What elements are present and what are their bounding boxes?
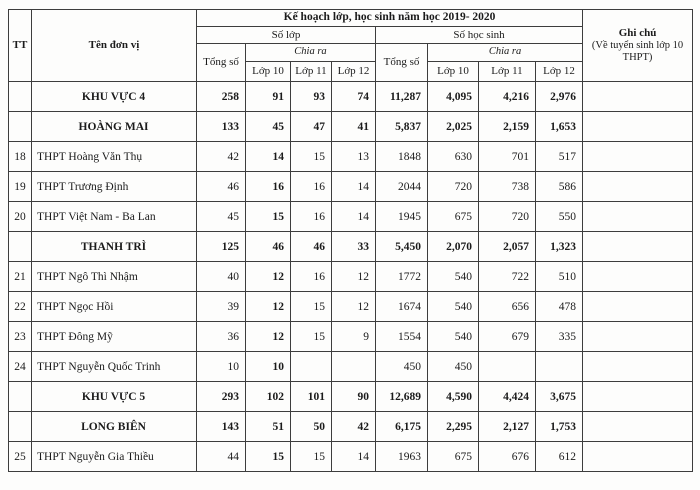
value-cell: 2,159 bbox=[479, 112, 536, 142]
unit-name-cell: THPT Nguyễn Quốc Trinh bbox=[32, 352, 197, 382]
value-cell: 16 bbox=[291, 262, 332, 292]
row-index-cell: 19 bbox=[9, 172, 32, 202]
value-cell: 738 bbox=[479, 172, 536, 202]
header-students-breakdown: Chia ra bbox=[428, 44, 583, 62]
value-cell: 93 bbox=[291, 82, 332, 112]
value-cell: 12 bbox=[332, 262, 376, 292]
value-cell: 550 bbox=[536, 202, 583, 232]
value-cell: 11,287 bbox=[376, 82, 428, 112]
note-cell bbox=[583, 322, 693, 352]
row-index-cell: 23 bbox=[9, 322, 32, 352]
value-cell: 143 bbox=[197, 412, 246, 442]
value-cell: 46 bbox=[197, 172, 246, 202]
note-cell bbox=[583, 142, 693, 172]
note-cell bbox=[583, 352, 693, 382]
header-classes-grade10: Lớp 10 bbox=[246, 62, 291, 82]
value-cell: 15 bbox=[291, 292, 332, 322]
summary-row bbox=[9, 82, 693, 112]
unit-name-cell: THPT Trương Định bbox=[32, 172, 197, 202]
value-cell: 16 bbox=[291, 202, 332, 232]
value-cell: 2,025 bbox=[428, 112, 479, 142]
value-cell: 51 bbox=[246, 412, 291, 442]
value-cell: 630 bbox=[428, 142, 479, 172]
value-cell: 1,323 bbox=[536, 232, 583, 262]
value-cell: 586 bbox=[536, 172, 583, 202]
value-cell: 133 bbox=[197, 112, 246, 142]
value-cell: 45 bbox=[246, 112, 291, 142]
value-cell bbox=[291, 352, 332, 382]
value-cell: 44 bbox=[197, 442, 246, 472]
value-cell: 46 bbox=[291, 232, 332, 262]
summary-row bbox=[9, 112, 693, 142]
header-note-title: Ghi chú bbox=[618, 26, 657, 39]
value-cell: 4,095 bbox=[428, 82, 479, 112]
value-cell: 16 bbox=[246, 172, 291, 202]
value-cell: 720 bbox=[428, 172, 479, 202]
school-row bbox=[9, 262, 693, 292]
value-cell: 102 bbox=[246, 382, 291, 412]
value-cell: 612 bbox=[536, 442, 583, 472]
header-students-grade12: Lớp 12 bbox=[536, 62, 583, 82]
value-cell: 40 bbox=[197, 262, 246, 292]
scanned-document-sheet bbox=[8, 9, 693, 472]
value-cell: 4,424 bbox=[479, 382, 536, 412]
unit-name-cell: THPT Việt Nam - Ba Lan bbox=[32, 202, 197, 232]
header-students-grade11: Lớp 11 bbox=[479, 62, 536, 82]
value-cell: 10 bbox=[246, 352, 291, 382]
value-cell: 14 bbox=[332, 172, 376, 202]
school-row bbox=[9, 442, 693, 472]
value-cell: 2044 bbox=[376, 172, 428, 202]
school-row bbox=[9, 322, 693, 352]
summary-row bbox=[9, 412, 693, 442]
table-header bbox=[9, 10, 693, 82]
value-cell: 675 bbox=[428, 202, 479, 232]
row-index-cell: 22 bbox=[9, 292, 32, 322]
value-cell: 720 bbox=[479, 202, 536, 232]
value-cell: 335 bbox=[536, 322, 583, 352]
value-cell: 510 bbox=[536, 262, 583, 292]
value-cell: 12 bbox=[246, 262, 291, 292]
value-cell: 42 bbox=[332, 412, 376, 442]
unit-name-cell: THPT Ngọc Hồi bbox=[32, 292, 197, 322]
value-cell: 15 bbox=[246, 202, 291, 232]
value-cell: 6,175 bbox=[376, 412, 428, 442]
row-index-cell bbox=[9, 112, 32, 142]
value-cell: 4,590 bbox=[428, 382, 479, 412]
value-cell: 2,057 bbox=[479, 232, 536, 262]
value-cell: 675 bbox=[428, 442, 479, 472]
header-unit-name: Tên đơn vị bbox=[32, 10, 197, 82]
value-cell bbox=[536, 352, 583, 382]
summary-row bbox=[9, 382, 693, 412]
value-cell: 540 bbox=[428, 322, 479, 352]
value-cell: 656 bbox=[479, 292, 536, 322]
value-cell: 1554 bbox=[376, 322, 428, 352]
value-cell: 2,295 bbox=[428, 412, 479, 442]
enrollment-plan-table bbox=[8, 9, 693, 472]
value-cell: 45 bbox=[197, 202, 246, 232]
value-cell: 1963 bbox=[376, 442, 428, 472]
note-cell bbox=[583, 382, 693, 412]
value-cell: 293 bbox=[197, 382, 246, 412]
value-cell: 36 bbox=[197, 322, 246, 352]
header-classes-breakdown: Chia ra bbox=[246, 44, 376, 62]
unit-name-cell: KHU VỰC 5 bbox=[32, 382, 197, 412]
value-cell: 50 bbox=[291, 412, 332, 442]
value-cell: 90 bbox=[332, 382, 376, 412]
value-cell: 1674 bbox=[376, 292, 428, 322]
row-index-cell bbox=[9, 232, 32, 262]
value-cell: 46 bbox=[246, 232, 291, 262]
header-classes-total: Tổng số bbox=[197, 44, 246, 82]
value-cell: 15 bbox=[246, 442, 291, 472]
value-cell: 12 bbox=[246, 322, 291, 352]
value-cell: 722 bbox=[479, 262, 536, 292]
unit-name-cell: THPT Hoàng Văn Thụ bbox=[32, 142, 197, 172]
value-cell: 12 bbox=[246, 292, 291, 322]
value-cell: 4,216 bbox=[479, 82, 536, 112]
value-cell: 5,450 bbox=[376, 232, 428, 262]
school-row bbox=[9, 352, 693, 382]
value-cell: 5,837 bbox=[376, 112, 428, 142]
value-cell: 10 bbox=[197, 352, 246, 382]
row-index-cell: 21 bbox=[9, 262, 32, 292]
value-cell: 14 bbox=[332, 202, 376, 232]
school-row bbox=[9, 202, 693, 232]
value-cell: 450 bbox=[428, 352, 479, 382]
value-cell: 13 bbox=[332, 142, 376, 172]
value-cell: 42 bbox=[197, 142, 246, 172]
unit-name-cell: THPT Nguyễn Gia Thiều bbox=[32, 442, 197, 472]
value-cell: 540 bbox=[428, 262, 479, 292]
value-cell: 1772 bbox=[376, 262, 428, 292]
unit-name-cell: THPT Ngô Thì Nhậm bbox=[32, 262, 197, 292]
value-cell: 15 bbox=[291, 442, 332, 472]
value-cell: 1,653 bbox=[536, 112, 583, 142]
header-note bbox=[583, 10, 693, 82]
summary-row bbox=[9, 232, 693, 262]
value-cell: 679 bbox=[479, 322, 536, 352]
row-index-cell: 20 bbox=[9, 202, 32, 232]
row-index-cell bbox=[9, 412, 32, 442]
row-index-cell: 25 bbox=[9, 442, 32, 472]
value-cell: 258 bbox=[197, 82, 246, 112]
value-cell: 12 bbox=[332, 292, 376, 322]
note-cell bbox=[583, 172, 693, 202]
unit-name-cell: THPT Đông Mỹ bbox=[32, 322, 197, 352]
note-cell bbox=[583, 112, 693, 142]
value-cell: 2,070 bbox=[428, 232, 479, 262]
header-plan-title: Kế hoạch lớp, học sinh năm học 2019- 2020 bbox=[197, 10, 583, 27]
value-cell: 47 bbox=[291, 112, 332, 142]
value-cell: 15 bbox=[291, 142, 332, 172]
value-cell: 517 bbox=[536, 142, 583, 172]
row-index-cell bbox=[9, 382, 32, 412]
unit-name-cell: HOÀNG MAI bbox=[32, 112, 197, 142]
header-students-total: Tổng số bbox=[376, 44, 428, 82]
value-cell: 450 bbox=[376, 352, 428, 382]
value-cell: 14 bbox=[332, 442, 376, 472]
value-cell: 39 bbox=[197, 292, 246, 322]
value-cell: 701 bbox=[479, 142, 536, 172]
value-cell: 540 bbox=[428, 292, 479, 322]
header-students-grade10: Lớp 10 bbox=[428, 62, 479, 82]
school-row bbox=[9, 292, 693, 322]
header-classes-grade11: Lớp 11 bbox=[291, 62, 332, 82]
note-cell bbox=[583, 232, 693, 262]
value-cell: 676 bbox=[479, 442, 536, 472]
value-cell: 33 bbox=[332, 232, 376, 262]
value-cell: 2,127 bbox=[479, 412, 536, 442]
value-cell: 1,753 bbox=[536, 412, 583, 442]
row-index-cell bbox=[9, 82, 32, 112]
value-cell: 3,675 bbox=[536, 382, 583, 412]
table-body bbox=[9, 82, 693, 472]
value-cell: 2,976 bbox=[536, 82, 583, 112]
value-cell: 15 bbox=[291, 322, 332, 352]
note-cell bbox=[583, 82, 693, 112]
value-cell: 12,689 bbox=[376, 382, 428, 412]
header-classes-grade12: Lớp 12 bbox=[332, 62, 376, 82]
value-cell: 16 bbox=[291, 172, 332, 202]
value-cell bbox=[479, 352, 536, 382]
note-cell bbox=[583, 292, 693, 322]
unit-name-cell: THANH TRÌ bbox=[32, 232, 197, 262]
value-cell: 125 bbox=[197, 232, 246, 262]
value-cell: 74 bbox=[332, 82, 376, 112]
header-class-count: Số lớp bbox=[197, 27, 376, 44]
note-cell bbox=[583, 262, 693, 292]
row-index-cell: 24 bbox=[9, 352, 32, 382]
school-row bbox=[9, 142, 693, 172]
school-row bbox=[9, 172, 693, 202]
value-cell: 41 bbox=[332, 112, 376, 142]
note-cell bbox=[583, 412, 693, 442]
value-cell: 1848 bbox=[376, 142, 428, 172]
value-cell: 1945 bbox=[376, 202, 428, 232]
value-cell: 14 bbox=[246, 142, 291, 172]
value-cell bbox=[332, 352, 376, 382]
header-tt: TT bbox=[9, 10, 32, 82]
value-cell: 91 bbox=[246, 82, 291, 112]
header-note-subtitle: (Về tuyển sinh lớp 10 THPT) bbox=[591, 40, 684, 64]
value-cell: 101 bbox=[291, 382, 332, 412]
value-cell: 478 bbox=[536, 292, 583, 322]
value-cell: 9 bbox=[332, 322, 376, 352]
note-cell bbox=[583, 442, 693, 472]
unit-name-cell: KHU VỰC 4 bbox=[32, 82, 197, 112]
header-student-count: Số học sinh bbox=[376, 27, 583, 44]
row-index-cell: 18 bbox=[9, 142, 32, 172]
note-cell bbox=[583, 202, 693, 232]
unit-name-cell: LONG BIÊN bbox=[32, 412, 197, 442]
